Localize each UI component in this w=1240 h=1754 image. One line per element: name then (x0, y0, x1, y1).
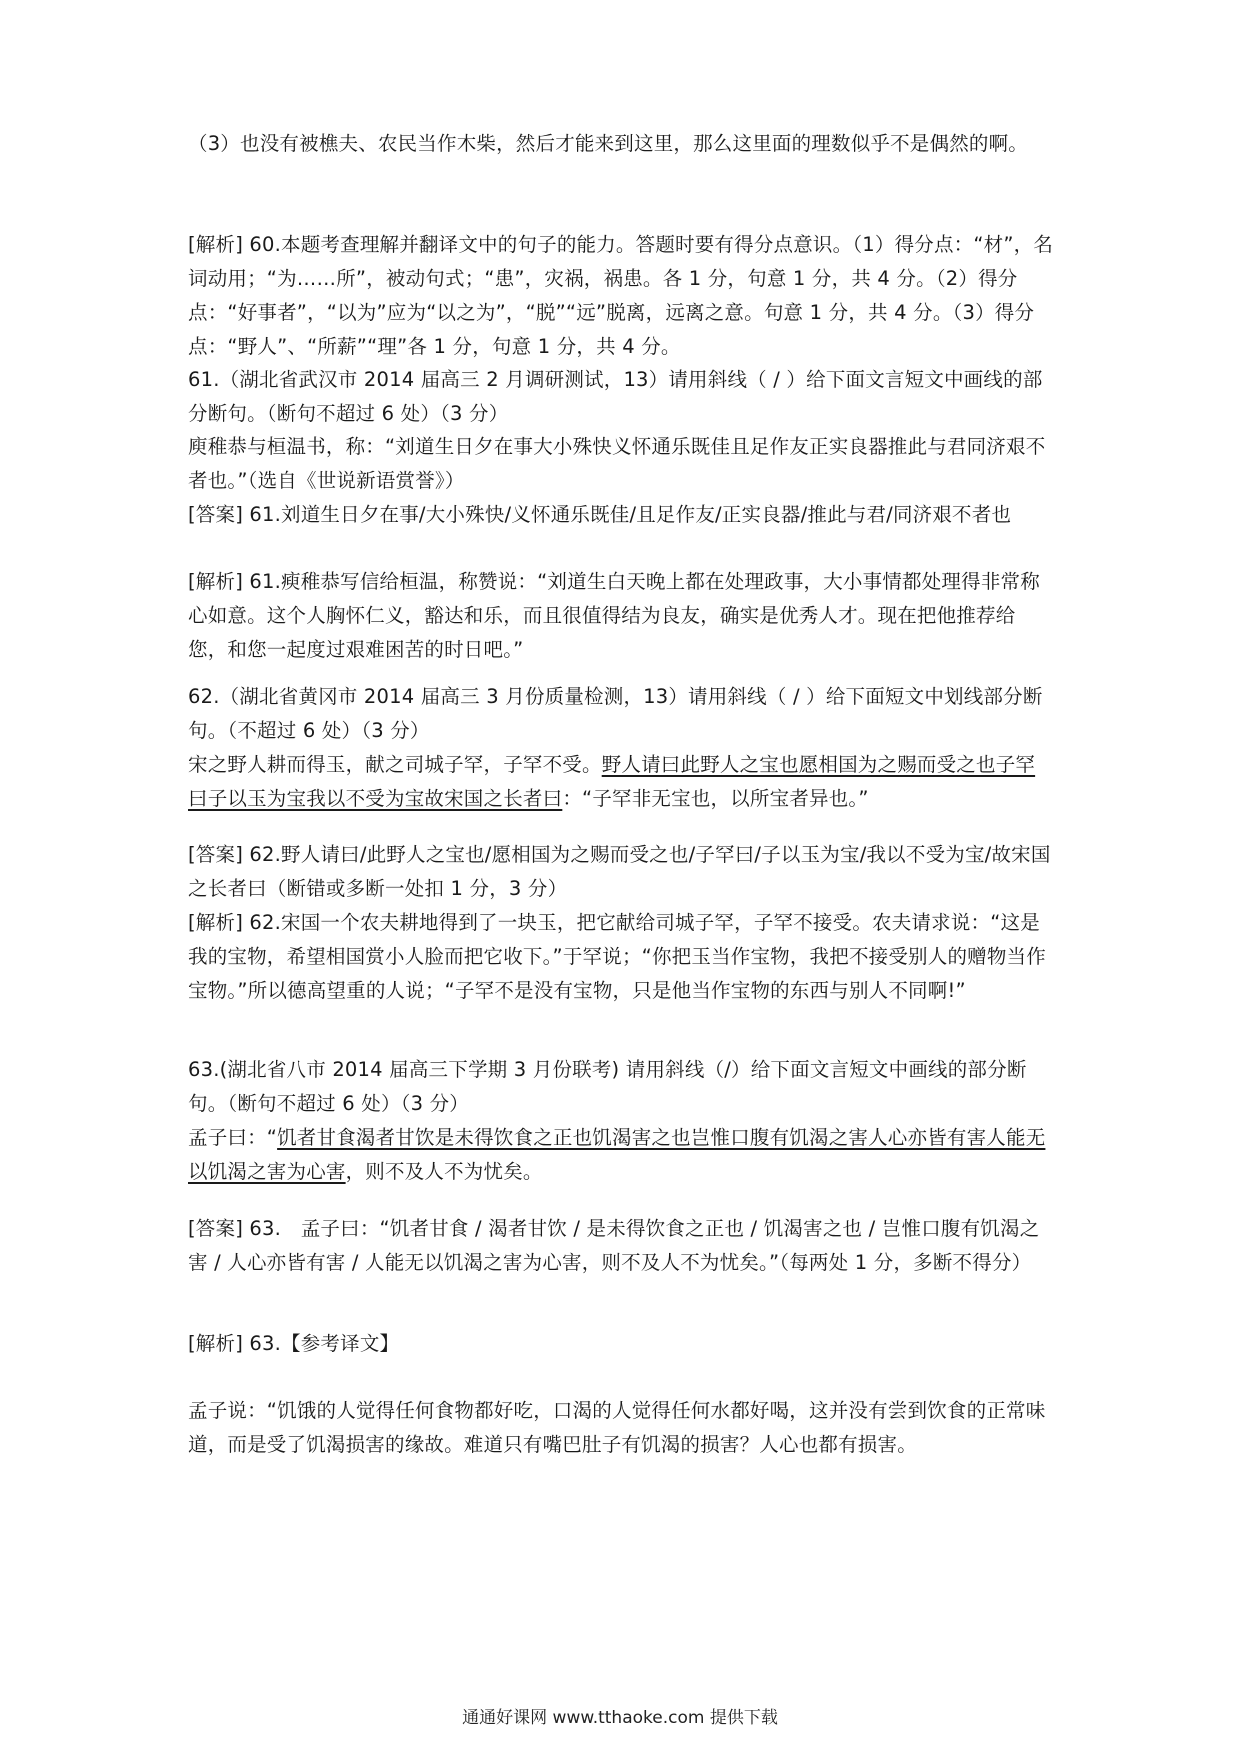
paragraph-answer-62: [答案] 62.野人请曰/此野人之宝也/愿相国为之赐而受之也/子罕曰/子以玉为宝/我以不受为宝/故宋国之长者曰（断错或多断一处扣 1 分，3 分） (188, 843, 1051, 900)
paragraph-passage-61: 庾稚恭与桓温书，称：“刘道生日夕在事大小殊快义怀通乐既佳且足作友正实良器推此与君同济艰不者也。”（选自《世说新语赏誉》） (188, 435, 1046, 492)
paragraph-answer-63: [答案] 63. 孟子曰：“饥者甘食 / 渴者甘饮 / 是未得饮食之正也 / 饥渴害之也 / 岂惟口腹有饥渴之害 / 人心亦皆有害 / 人能无以饥渴之害为心害，则不及人不为忧矣。”（每两处 1 分，多断不得分） (188, 1217, 1040, 1274)
paragraph-question-62: 62.（湖北省黄冈市 2014 届高三 3 月份质量检测，13）请用斜线（ / ）给下面短文中划线部分断句。（不超过 6 处）（3 分） (188, 685, 1043, 742)
passage-62-end: ：“子罕非无宝也，以所宝者异也。” (562, 787, 869, 810)
passage-63-intro: 孟子曰：“ (188, 1126, 278, 1149)
paragraph-question-63: 63.(湖北省八市 2014 届高三下学期 3 月份联考) 请用斜线（/）给下面文言短文中画线的部分断句。（断句不超过 6 处）（3 分） (188, 1058, 1027, 1115)
paragraph-analysis-62: [解析] 62.宋国一个农夫耕地得到了一块玉，把它献给司城子罕，子罕不接受。农夫请求说：“这是我的宝物，希望相国赏小人脸而把它收下。”于罕说；“你把玉当作宝物，我把不接受别人的赠物当作宝物。”所以德高望重的人说；“子罕不是没有宝物，只是他当作宝物的东西与别人不同啊!” (188, 911, 1046, 1002)
passage-63-end: ，则不及人不为忧矣。 (345, 1160, 543, 1183)
paragraph-analysis-61: [解析] 61.瘐稚恭写信给桓温，称赞说：“刘道生白天晚上都在处理政事，大小事情都处理得非常称心如意。这个人胸怀仁义，豁达和乐，而且很值得结为良友，确实是优秀人才。现在把他推荐给您，和您一起度过艰难困苦的时日吧。” (188, 570, 1040, 661)
passage-63-underlined: 饥者甘食渴者甘饮是未得饮食之正也饥渴害之也岂惟口腹有饥渴之害人心亦皆有害人能无以饥渴之害为心害 (188, 1126, 1046, 1183)
paragraph-passage-62 (188, 748, 1054, 816)
paragraph-translation-63: 孟子说：“饥饿的人觉得任何食物都好吃，口渴的人觉得任何水都好喝，这并没有尝到饮食的正常味道，而是受了饥渴损害的缘故。难道只有嘴巴肚子有饥渴的损害？人心也都有损害。 (188, 1399, 1046, 1456)
paragraph-question-61: 61.（湖北省武汉市 2014 届高三 2 月调研测试，13）请用斜线（ / ）给下面文言短文中画线的部分断句。（断句不超过 6 处）（3 分） (188, 368, 1043, 425)
paragraph-answer-61: [答案] 61.刘道生日夕在事/大小殊快/义怀通乐既佳/且足作友/正实良器/推此与君/同济艰不者也 (188, 503, 1012, 526)
passage-62-underlined: 野人请曰此野人之宝也愿相国为之赐而受之也子罕曰子以玉为宝我以不受为宝故宋国之长者曰 (188, 753, 1036, 810)
paragraph-analysis-60: [解析] 60.本题考查理解并翻译文中的句子的能力。答题时要有得分点意识。（1）得分点：“材”，名词动用；“为……所”，被动句式；“患”，灾祸，祸患。各 1 分，句意 1 分，共 4 分。（2）得分点：“好事者”，“以为”应为“以之为”，“脱”“远”脱离，远离之意。句意 1 分，共 4 分。（3）得分点：“野人”、“所薪”“理”各 1 分，句意 1 分，共 4 分。 (188, 233, 1054, 358)
page-footer: 通通好课网 www.tthaoke.com 提供下载 (462, 1708, 778, 1728)
paragraph-analysis-63-heading: [解析] 63.【参考译文】 (188, 1332, 400, 1355)
paragraph-translation-3: （3）也没有被樵夫、农民当作木柴，然后才能来到这里，那么这里面的理数似乎不是偶然的啊。 (188, 132, 1029, 155)
passage-62-intro: 宋之野人耕而得玉，献之司城子罕，子罕不受。 (188, 753, 602, 776)
paragraph-passage-63 (188, 1121, 1054, 1189)
